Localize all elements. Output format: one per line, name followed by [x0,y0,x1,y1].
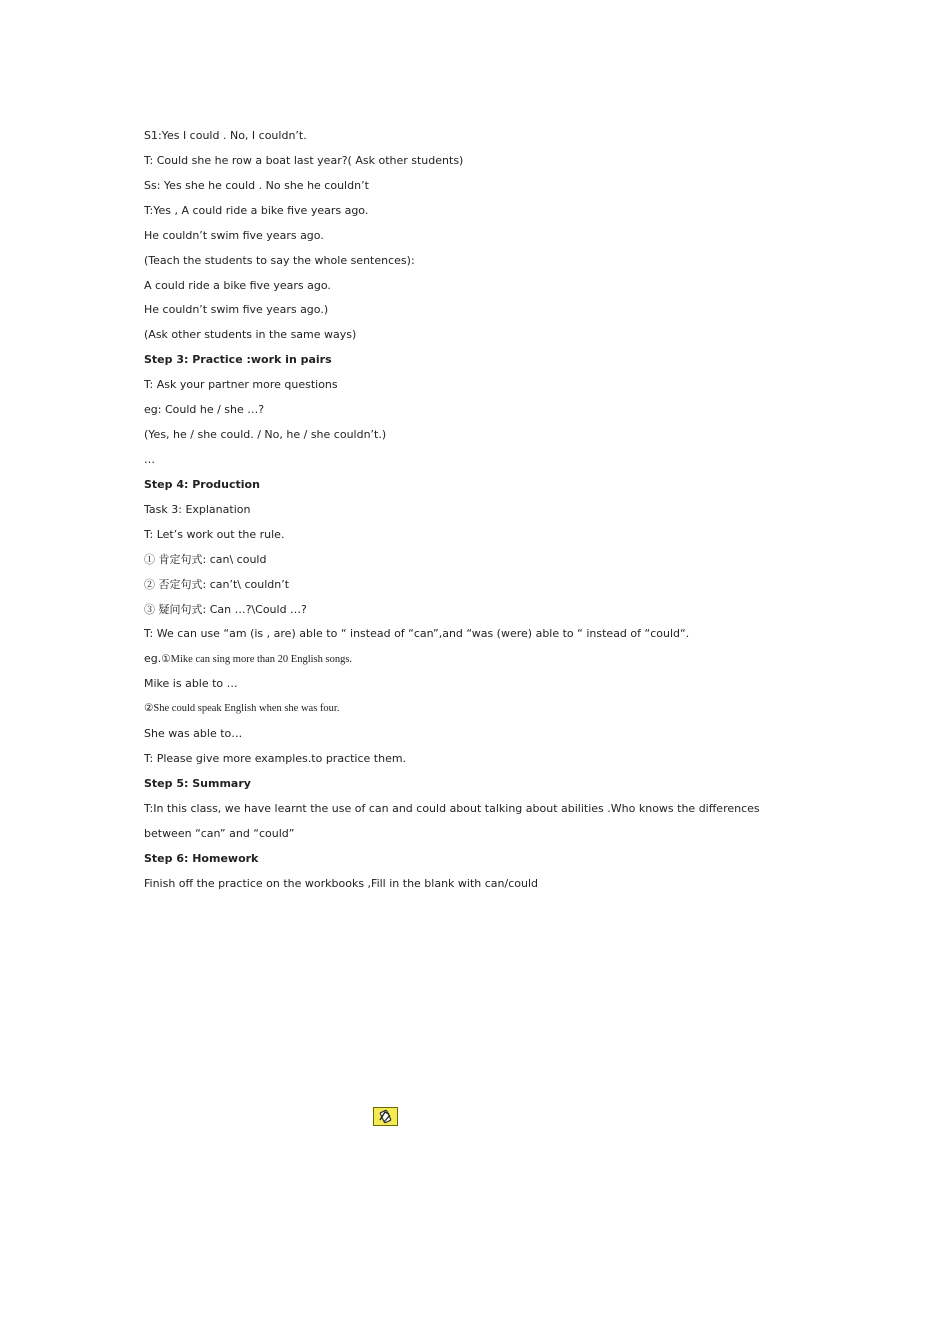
step-6-heading [144,847,824,872]
embedded-object-glyph [374,1108,397,1125]
text-line: He couldn’t swim five years ago.) [144,303,329,317]
step-5-heading: Step 5: Summary [144,776,251,790]
example-line [144,647,824,672]
text-line: T: We can use “am (is , are) able to “ instead of “can”,and “was (were) able to “ instead of “could“. [144,627,690,641]
text-line: He couldn’t swim five years ago. [144,228,324,242]
text-line: (Yes, he / she could. / No, he / she couldn’t.) [144,428,387,442]
rule-text: : can’t\ couldn’t [202,577,290,591]
step-4-heading: Step 4: Production [144,477,260,491]
text-line: T: Please give more examples.to practice them. [144,752,407,766]
rule-interrogative [144,598,824,623]
document-body [144,124,824,897]
example-text: ①Mike can sing more than 20 English songs. [161,654,353,666]
embedded-object-icon[interactable] [373,1107,398,1126]
text-line: T: Let’s work out the rule. [144,527,285,541]
text-line: Ss: Yes she he could . No she he couldn’t [144,178,369,192]
rule-text: : Can …?\Could …? [202,602,307,616]
rule-label: ③ 疑问句式 [144,602,203,616]
text-line: … [144,452,155,466]
text-line: Mike is able to … [144,677,238,691]
text-line: T: Ask your partner more questions [144,378,338,392]
rule-affirmative [144,548,824,573]
text-line: T: Could she he row a boat last year?( Ask other students) [144,153,464,167]
rule-label: ① 肯定句式 [144,552,203,566]
example-line: ②She could speak English when she was four. [144,703,340,715]
text-line: Task 3: Explanation [144,502,251,516]
step-title: : Homework [184,851,259,865]
rule-negative [144,573,824,598]
rule-label: ② 否定句式 [144,577,203,591]
text-line: eg: Could he / she …? [144,403,265,417]
step-3-heading: Step 3: Practice :work in pairs [144,353,332,367]
text-line: She was able to… [144,727,243,741]
text-line: A could ride a bike five years ago. [144,278,331,292]
text-line: S1:Yes I could . No, I couldn’t. [144,129,307,142]
example-prefix: eg. [144,652,162,666]
text-line: (Teach the students to say the whole sentences): [144,253,415,267]
text-line: (Ask other students in the same ways) [144,328,357,342]
step-label: Step 6 [144,851,184,865]
text-line: T:Yes , A could ride a bike five years ago. [144,203,369,217]
text-line: Finish off the practice on the workbooks ,Fill in the blank with can/could [144,876,539,890]
text-line: between “can” and “could” [144,826,295,840]
text-line: T:In this class, we have learnt the use of can and could about talking about abilities .Who knows the differences [144,801,760,815]
rule-text: : can\ could [202,552,267,566]
